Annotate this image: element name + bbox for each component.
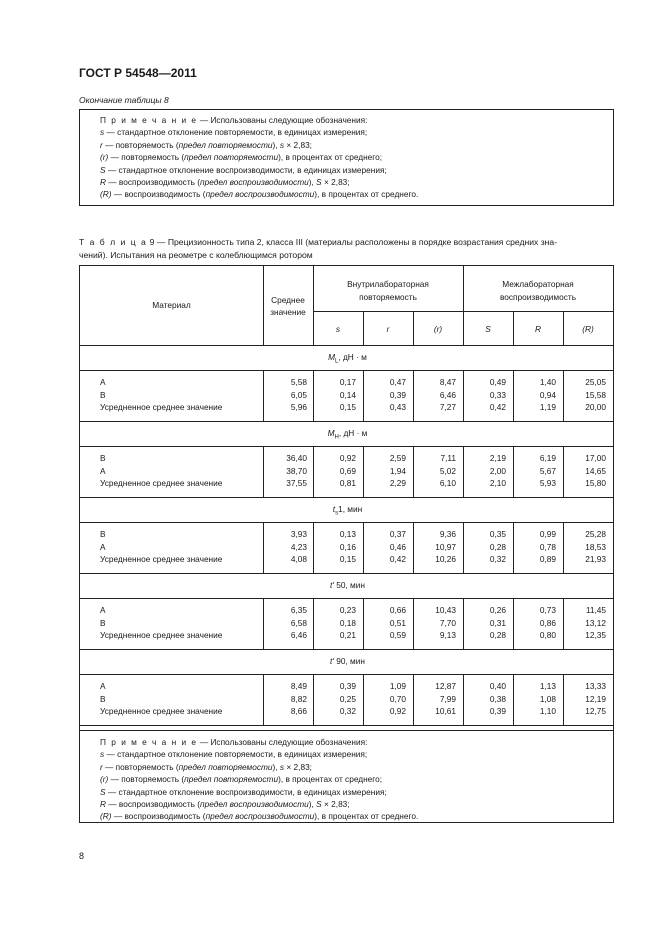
header-inter-line1: Межлабораторная xyxy=(502,279,574,289)
header-bottom-rule xyxy=(80,345,613,346)
table-cell-s: 0,15 xyxy=(339,554,356,564)
table-cell-mean: 38,70 xyxy=(286,465,307,476)
header-inter-line2: воспроизводимость xyxy=(499,292,577,302)
table-cell-s: 0,25 xyxy=(339,693,356,704)
table-cell-r: 0,46 xyxy=(389,541,406,552)
table-cell-R_pct: 13,12 xyxy=(585,617,606,628)
note-line-r-pct: (r) — повторяемость (предел повторяемости), в процентах от среднего; xyxy=(100,152,383,163)
table-row-material: Усредненное среднее значение xyxy=(100,402,223,412)
table-cell-R: 0,99 xyxy=(539,529,556,539)
table-cell-mean: 8,66 xyxy=(290,706,307,716)
table-row-material: B xyxy=(100,617,106,628)
note-line-R-pct: (R) — воспроизводимость (предел воспроизводимости), в процентах от среднего. xyxy=(100,189,419,200)
table-caption-number: 9 xyxy=(147,237,155,247)
table-row-material: B xyxy=(100,693,106,704)
header-R-pct: (R) xyxy=(582,324,594,334)
header-intra-line2: повторяемость xyxy=(359,292,417,302)
note-top xyxy=(79,109,614,206)
table-row-material: A xyxy=(100,605,106,615)
table-cell-S: 0,31 xyxy=(489,617,506,628)
table-cell-R: 1,13 xyxy=(539,681,556,691)
table-cell-r_pct: 7,11 xyxy=(440,453,456,463)
precision-table xyxy=(79,265,614,731)
note-label: П р и м е ч а н и е xyxy=(100,115,198,125)
table-cell-mean: 6,58 xyxy=(290,617,307,628)
section-unit: 1, мин xyxy=(338,504,363,514)
note-heading xyxy=(100,114,613,126)
table-cell-s: 0,13 xyxy=(339,529,356,539)
note-line-R: R — воспроизводимость (предел воспроизводимости), S × 2,83; xyxy=(100,799,350,810)
note-line-s: s — стандартное отклонение повторяемости, в единицах измерения; xyxy=(100,127,368,138)
table-caption-label: Т а б л и ц а xyxy=(79,237,148,247)
section-title-rule xyxy=(80,674,613,675)
table-cell-S: 2,10 xyxy=(489,478,506,488)
table-cell-R: 0,73 xyxy=(539,605,556,615)
table-row-material: A xyxy=(100,377,106,387)
section-bottom-rule xyxy=(80,725,613,726)
table-cell-r: 0,47 xyxy=(389,377,406,387)
header-mean-line2: значение xyxy=(270,307,306,317)
note-line-r: r — повторяемость (предел повторяемости), s × 2,83; xyxy=(100,139,312,150)
table-cell-mean: 5,58 xyxy=(290,377,307,387)
table-cell-r: 0,66 xyxy=(389,605,406,615)
table-cell-R: 0,78 xyxy=(539,541,556,552)
table-row-material: B xyxy=(100,529,106,539)
section-unit: 90, мин xyxy=(333,656,365,666)
table-cell-R: 1,19 xyxy=(539,402,556,412)
section-symbol: t' xyxy=(330,656,334,666)
table-cell-r: 0,37 xyxy=(389,529,406,539)
table-cell-r: 1,09 xyxy=(389,681,406,691)
table-cell-r_pct: 12,87 xyxy=(435,681,456,691)
table-row-material: Усредненное среднее значение xyxy=(100,630,223,640)
table-cell-mean: 4,23 xyxy=(290,541,307,552)
table-cell-r: 1,94 xyxy=(389,465,406,476)
table-continuation-caption: Окончание таблицы 8 xyxy=(79,95,169,105)
header-mean-line1: Среднее xyxy=(271,295,305,305)
table-row-material: A xyxy=(100,681,106,691)
table-cell-r: 2,29 xyxy=(389,478,406,488)
note-line-S: S — стандартное отклонение воспроизводимости, в единицах измерения; xyxy=(100,786,387,797)
table-cell-S: 0,42 xyxy=(489,402,506,412)
table-row-material: Усредненное среднее значение xyxy=(100,554,223,564)
table-caption xyxy=(79,236,619,262)
table-cell-R: 6,19 xyxy=(539,453,556,463)
table-cell-R_pct: 17,00 xyxy=(585,453,606,463)
table-cell-s: 0,23 xyxy=(339,605,356,615)
table-cell-R: 0,80 xyxy=(539,630,556,640)
table-cell-s: 0,15 xyxy=(339,402,356,412)
note-intro: — Использованы следующие обозначения: xyxy=(197,737,368,747)
table-row-material: Усредненное среднее значение xyxy=(100,478,223,488)
table-cell-r_pct: 9,13 xyxy=(439,630,456,640)
table-cell-r: 0,43 xyxy=(389,402,406,412)
section-unit: 50, мин xyxy=(333,580,365,590)
table-cell-r_pct: 6,46 xyxy=(439,389,456,400)
table-cell-S: 0,28 xyxy=(489,630,506,640)
section-subscript: L xyxy=(335,358,339,365)
section-title xyxy=(80,351,615,368)
header-material: Материал xyxy=(152,300,191,310)
table-cell-mean: 36,40 xyxy=(286,453,307,463)
header-S: S xyxy=(485,324,491,334)
note-label: П р и м е ч а н и е xyxy=(100,737,198,747)
table-cell-r_pct: 6,10 xyxy=(439,478,456,488)
table-caption-continuation: чений). Испытания на реометре с колеблющимся ротором xyxy=(79,250,313,260)
section-title-rule xyxy=(80,598,613,599)
table-cell-mean: 6,35 xyxy=(290,605,307,615)
table-cell-r_pct: 10,97 xyxy=(435,541,456,552)
table-cell-s: 0,39 xyxy=(339,681,356,691)
table-cell-R: 0,86 xyxy=(539,617,556,628)
table-cell-R_pct: 15,58 xyxy=(585,389,606,400)
table-cell-s: 0,21 xyxy=(339,630,356,640)
note-intro: — Использованы следующие обозначения: xyxy=(197,115,368,125)
section-title xyxy=(80,579,615,596)
table-cell-S: 0,38 xyxy=(489,693,506,704)
section-unit: , дН · м xyxy=(338,352,367,362)
table-cell-R_pct: 14,65 xyxy=(585,465,606,476)
table-cell-R: 1,10 xyxy=(539,706,556,716)
section-title xyxy=(80,503,615,520)
note-bottom xyxy=(79,730,614,823)
section-bottom-rule xyxy=(80,649,613,650)
table-row-material: B xyxy=(100,453,106,463)
table-cell-r_pct: 10,26 xyxy=(435,554,456,564)
section-symbol: M xyxy=(327,428,335,438)
section-symbol: M xyxy=(328,352,336,362)
section-bottom-rule xyxy=(80,421,613,422)
table-cell-S: 2,19 xyxy=(489,453,506,463)
header-r-pct: (r) xyxy=(433,324,443,334)
table-cell-r_pct: 7,99 xyxy=(439,693,456,704)
page-number: 8 xyxy=(79,851,85,861)
table-cell-S: 0,40 xyxy=(489,681,506,691)
note-heading xyxy=(100,736,613,748)
table-cell-S: 0,35 xyxy=(489,529,506,539)
table-cell-R_pct: 13,33 xyxy=(585,681,606,691)
table-cell-mean: 37,55 xyxy=(286,478,307,488)
header-r: r xyxy=(386,324,390,334)
table-cell-R_pct: 11,45 xyxy=(585,605,606,615)
table-cell-s: 0,92 xyxy=(339,453,356,463)
table-cell-S: 0,39 xyxy=(489,706,506,716)
header-intra-line1: Внутрилабораторная xyxy=(347,279,429,289)
table-cell-mean: 8,49 xyxy=(290,681,307,691)
table-cell-s: 0,17 xyxy=(339,377,356,387)
table-cell-r: 0,39 xyxy=(389,389,406,400)
table-cell-S: 0,26 xyxy=(489,605,506,615)
section-title-rule xyxy=(80,370,613,371)
section-subscript: H xyxy=(334,434,339,441)
table-cell-r: 0,92 xyxy=(389,706,406,716)
table-cell-R_pct: 12,35 xyxy=(585,630,606,640)
table-row-material: Усредненное среднее значение xyxy=(100,706,223,716)
note-line-S: S — стандартное отклонение воспроизводимости, в единицах измерения; xyxy=(100,164,387,175)
document-title: ГОСТ Р 54548—2011 xyxy=(79,66,197,80)
table-cell-r_pct: 9,36 xyxy=(439,529,456,539)
table-cell-R_pct: 25,05 xyxy=(585,377,606,387)
table-cell-s: 0,16 xyxy=(339,541,356,552)
table-cell-r: 0,59 xyxy=(389,630,406,640)
table-cell-mean: 8,82 xyxy=(290,693,307,704)
note-line-r: r — повторяемость (предел повторяемости), s × 2,83; xyxy=(100,761,312,772)
table-cell-r: 0,42 xyxy=(389,554,406,564)
note-line-s: s — стандартное отклонение повторяемости, в единицах измерения; xyxy=(100,749,368,760)
table-cell-R_pct: 25,28 xyxy=(585,529,606,539)
table-cell-R: 5,93 xyxy=(539,478,556,488)
table-cell-S: 0,33 xyxy=(489,389,506,400)
table-cell-s: 0,81 xyxy=(339,478,356,488)
table-cell-s: 0,18 xyxy=(339,617,356,628)
section-subscript: s xyxy=(335,510,339,517)
section-bottom-rule xyxy=(80,497,613,498)
table-cell-r_pct: 7,27 xyxy=(439,402,456,412)
table-cell-r_pct: 8,47 xyxy=(439,377,456,387)
table-row-material: B xyxy=(100,389,106,400)
section-title xyxy=(80,655,615,672)
table-cell-R: 1,08 xyxy=(539,693,556,704)
table-cell-r_pct: 10,61 xyxy=(435,706,456,716)
table-cell-r: 0,70 xyxy=(389,693,406,704)
table-cell-R_pct: 12,19 xyxy=(585,693,606,704)
table-cell-mean: 5,96 xyxy=(290,402,307,412)
note-line-R: R — воспроизводимость (предел воспроизводимости), S × 2,83; xyxy=(100,177,350,188)
table-cell-R: 1,40 xyxy=(539,377,556,387)
table-cell-mean: 3,93 xyxy=(290,529,307,539)
table-cell-r_pct: 10,43 xyxy=(435,605,456,615)
table-cell-R_pct: 20,00 xyxy=(585,402,606,412)
table-caption-text: — Прецизионность типа 2, класса III (материалы расположены в порядке возрастания средних зна- xyxy=(154,237,558,247)
table-cell-s: 0,32 xyxy=(339,706,356,716)
section-title-rule xyxy=(80,522,613,523)
table-cell-r: 2,59 xyxy=(389,453,406,463)
section-title xyxy=(80,427,615,444)
table-cell-r: 0,51 xyxy=(389,617,406,628)
table-row-material: A xyxy=(100,541,106,552)
section-title-rule xyxy=(80,446,613,447)
table-cell-mean: 6,05 xyxy=(290,389,307,400)
table-cell-S: 0,32 xyxy=(489,554,506,564)
header-R: R xyxy=(535,324,541,334)
table-cell-R_pct: 18,53 xyxy=(585,541,606,552)
table-cell-R_pct: 21,93 xyxy=(585,554,606,564)
table-cell-S: 2,00 xyxy=(489,465,506,476)
table-cell-mean: 6,46 xyxy=(290,630,307,640)
table-cell-r_pct: 7,70 xyxy=(439,617,456,628)
table-cell-R_pct: 12,75 xyxy=(585,706,606,716)
table-cell-R: 0,89 xyxy=(539,554,556,564)
table-cell-R_pct: 15,80 xyxy=(585,478,606,488)
section-symbol: t xyxy=(332,504,336,514)
table-cell-mean: 4,08 xyxy=(290,554,307,564)
section-symbol: t' xyxy=(330,580,334,590)
table-row-material: A xyxy=(100,465,106,476)
table-cell-r_pct: 5,02 xyxy=(439,465,456,476)
table-cell-s: 0,14 xyxy=(339,389,356,400)
table-cell-R: 5,67 xyxy=(539,465,556,476)
table-cell-R: 0,94 xyxy=(539,389,556,400)
header-s: s xyxy=(335,324,341,334)
table-cell-S: 0,49 xyxy=(489,377,506,387)
table-cell-s: 0,69 xyxy=(339,465,356,476)
section-bottom-rule xyxy=(80,573,613,574)
note-line-R-pct: (R) — воспроизводимость (предел воспроизводимости), в процентах от среднего. xyxy=(100,811,419,822)
table-cell-S: 0,28 xyxy=(489,541,506,552)
note-line-r-pct: (r) — повторяемость (предел повторяемости), в процентах от среднего; xyxy=(100,774,383,785)
section-unit: , дН · м xyxy=(338,428,368,438)
